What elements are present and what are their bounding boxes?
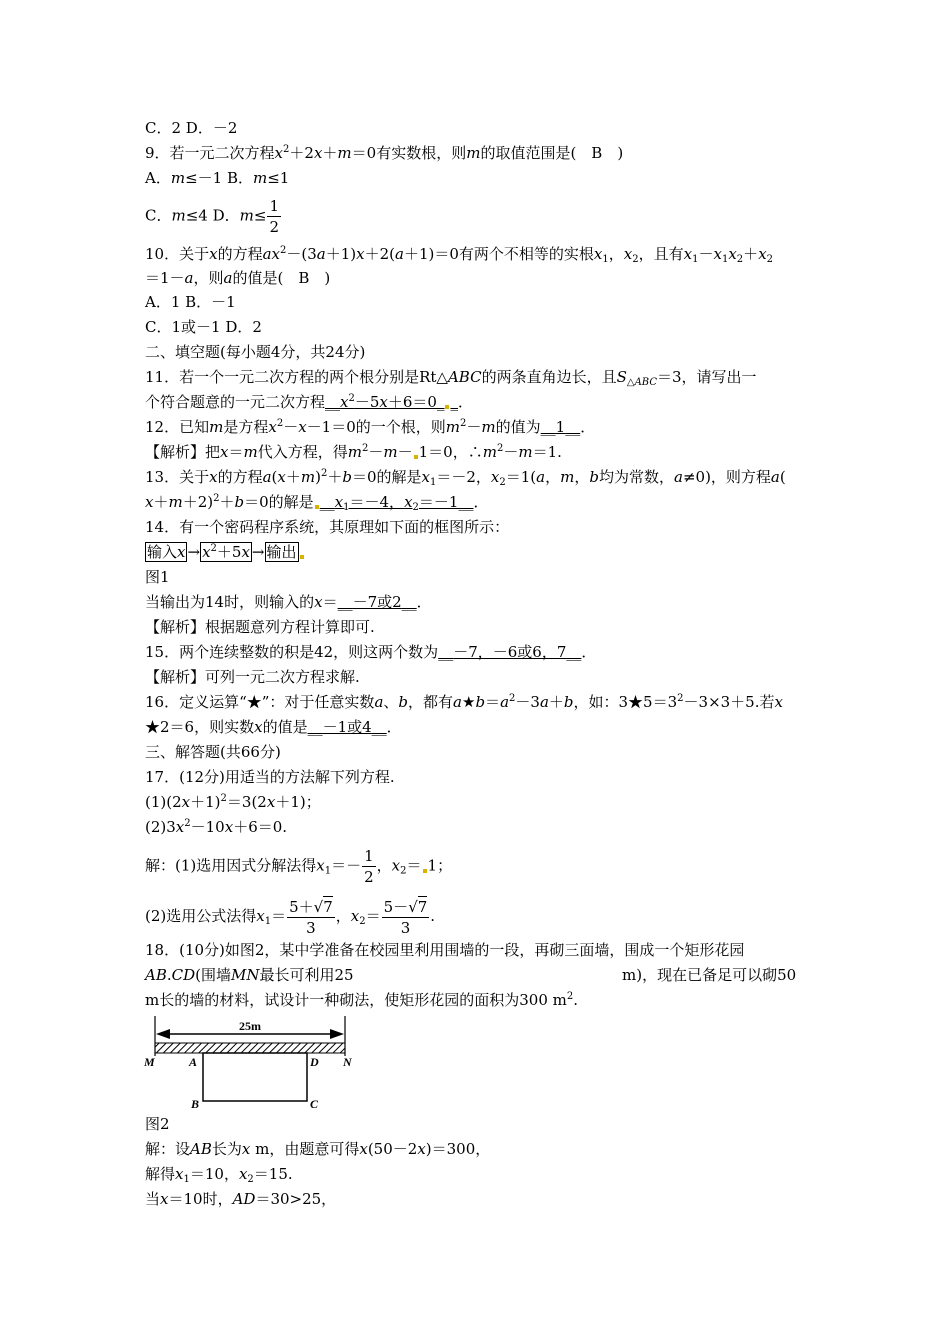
q10-stem-2: ＝1－a，则a的值是( B ): [145, 269, 331, 287]
q18-solution-2: 解得$x_1=10$，$x_2=15$.: [145, 1165, 293, 1185]
q9-options-cd: C．m≤4 D．m≤ $\frac{1}{2}$: [145, 197, 279, 236]
q18-stem-2b: m)，现在已备足可以砌50: [622, 966, 797, 984]
fraction-half: $\frac{1}{2}$: [364, 847, 374, 886]
q18-stem-1: 18．(10分)如图2，某中学准备在校园里利用围墙的一段，再砌三面墙，围成一个矩形花园: [145, 941, 745, 959]
flow-output-box: 输出: [266, 543, 297, 561]
fraction-root-plus: $\frac{5+√7}{3}$: [289, 898, 333, 937]
q18-stem-2a: AB.CD(围墙MN最长可利用25: [145, 966, 354, 984]
label-b: B: [191, 1097, 200, 1111]
q17-part1: $(1)(2x+1)^2=3(2x+1)$；: [145, 793, 321, 811]
dim-label: 25m: [239, 1019, 261, 1033]
label-m: M: [144, 1055, 155, 1069]
q16-stem-2: ★2＝6，则实数x的值是__－1或4__．: [145, 718, 402, 736]
garden-rectangle: [203, 1053, 307, 1101]
q14-stem: 14．有一个密码程序系统，其原理如下面的框图所示：: [145, 518, 510, 536]
section-solve-heading: 三、解答题(共66分): [145, 743, 281, 761]
figure-1-caption: 图1: [145, 568, 170, 586]
fraction-root-minus: $\frac{5-√7}{3}$: [383, 898, 428, 937]
q15-stem: 15．两个连续整数的积是42，则这两个数为__－7，－6或6，7__．: [145, 643, 597, 661]
q11-stem-1: 11．若一个一元二次方程的两个根分别是Rt△ABC的两条直角边长，且$S_{\triangle ABC}=3$，请写出一: [145, 368, 757, 388]
q14-flow-diagram: 输入$x \to x^2+5x$ → 输出: [145, 542, 305, 562]
q10-options-ab: A．1 B．－1: [145, 293, 236, 311]
q12-analysis: 【解析】把x＝m代入方程，得$m^2-m- 1=0$，$\therefore m^2-m=1$.: [145, 443, 562, 461]
figure-2-garden-diagram: [143, 1016, 363, 1116]
arrow-left-icon: [156, 1029, 170, 1039]
q14-question: 当输出为14时，则输入的x＝__－7或2__．: [145, 593, 432, 611]
label-c: C: [310, 1097, 319, 1111]
q16-stem-1: 16．定义运算“★”：对于任意实数a、b，都有$a★b=a^2-3a+b$，如：$3★5=3^2-3\times 3+5$.若x: [145, 693, 783, 711]
flow-input-box: 输入x: [147, 543, 186, 561]
q9-stem: 9．若一元二次方程$x^2+2x+m=0$有实数根，则m的取值范围是( B ): [145, 144, 624, 162]
label-a: A: [189, 1055, 198, 1069]
q10-stem-1: 10．关于x的方程$ax^2-(3a+1)x+2(a+1)=0$有两个不相等的实根$x_1$，$x_2$，且有$x_1-x_1x_2+x_2$: [145, 245, 774, 265]
q10-options-cd: C．1或－1 D．2: [145, 318, 262, 336]
label-d: D: [310, 1055, 319, 1069]
q17-solution-2: (2)选用公式法得$x_1=$ $\frac{5+√7}{3}$ ，$x_2=$ $\frac{5-√7}{3}$ .: [145, 898, 436, 937]
q18-solution-1: 解：设AB长为x m，由题意可得x(50－2x)＝300，: [145, 1140, 491, 1158]
q8-options-cd: C．2 D．－2: [145, 119, 238, 137]
q13-stem-2: x＋m＋2)$^2$＋b＝0的解是 $\_\_x_1=-4$，$x_2=-1\_\_$．: [145, 493, 489, 513]
fraction-half: $\frac{1}{2}$: [269, 197, 279, 236]
label-n: N: [343, 1055, 352, 1069]
q17-part2: $(2)3x^2-10x+6=0$.: [145, 818, 288, 836]
q18-solution-3: 当x＝10时，AD＝30>25，: [145, 1190, 337, 1208]
q18-stem-3: m长的墙的材料，试设计一种砌法，使矩形花园的面积为300 $m^2$.: [145, 991, 579, 1009]
q15-analysis: 【解析】可列一元二次方程求解.: [145, 668, 360, 686]
section-fill-in-heading: 二、填空题(每小题4分，共24分): [145, 343, 366, 361]
flow-process-box: $x^2+5x$: [202, 543, 250, 561]
q17-stem: 17．(12分)用适当的方法解下列方程.: [145, 768, 395, 786]
q11-stem-2: 个符合题意的一元二次方程$\_\_x^2-5x+6=0\_$ _．: [145, 393, 473, 411]
q13-stem-1: 13．关于x的方程$a(x+m)^2+b=0$的解是$x_1=-2$，$x_2=1(a$，m，b均为常数，a≠0)，则方程a(: [145, 468, 786, 488]
wall-mn: [155, 1043, 345, 1053]
q17-solution-1: 解：(1)选用因式分解法得$x_1=-$ $\frac{1}{2}$ ，$x_2= 1$；: [145, 847, 453, 886]
figure-2-caption: 图2: [145, 1115, 170, 1133]
arrow-right-icon: [330, 1029, 344, 1039]
q9-options-ab: A．m≤－1 B．m≤1: [145, 169, 290, 187]
q12-stem: 12．已知m是方程$x^2-x-1=0$的一个根，则$m^2-m$的值为__1__．: [145, 418, 596, 436]
q14-analysis: 【解析】根据题意列方程计算即可.: [145, 618, 375, 636]
